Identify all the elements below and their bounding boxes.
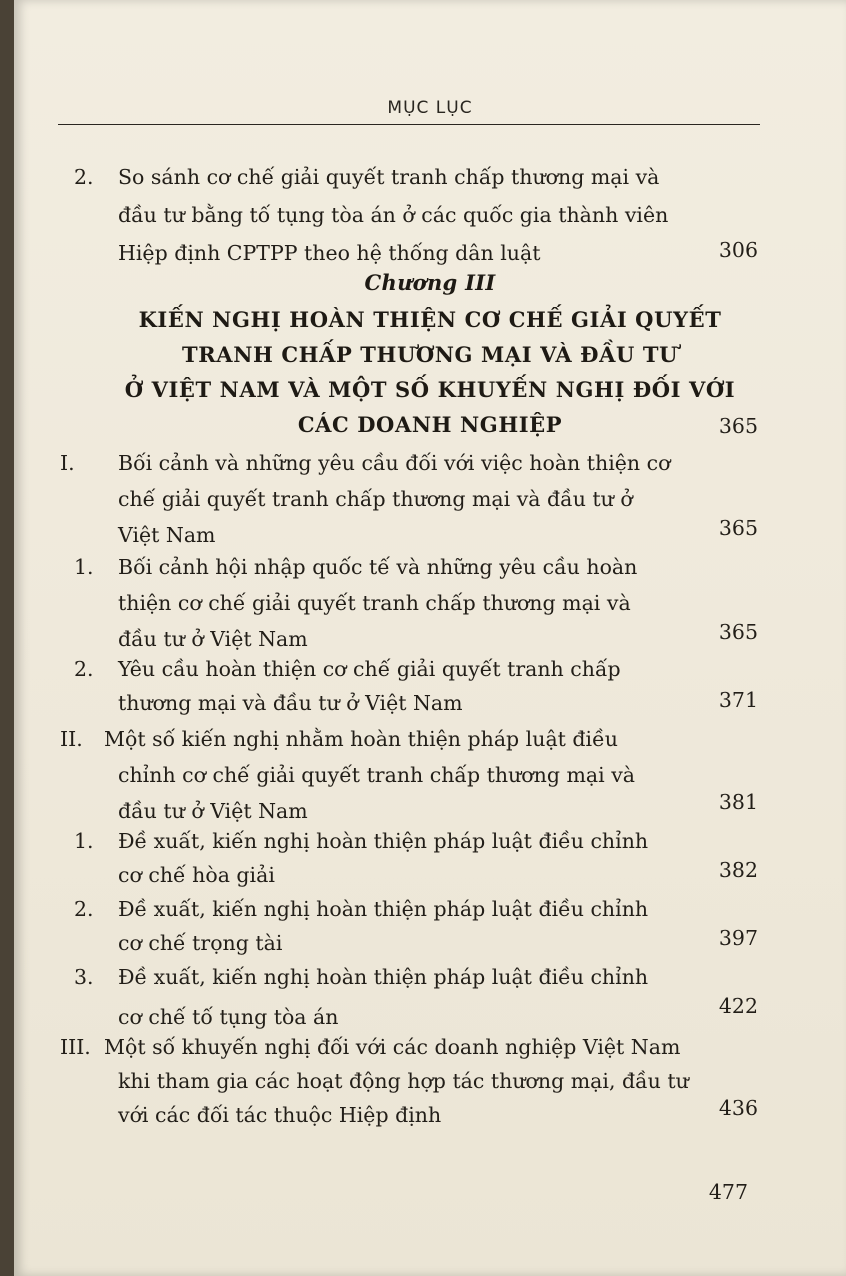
entry-line: Đề xuất, kiến nghị hoàn thiện pháp luật điều chỉnh [118,829,649,853]
chapter-title-line: CÁC DOANH NGHIỆP [297,412,563,437]
entry-line: So sánh cơ chế giải quyết tranh chấp thương mại và [118,165,660,189]
entry-line: Đề xuất, kiến nghị hoàn thiện pháp luật điều chỉnh [118,965,649,989]
entry-line: cơ chế tố tụng tòa án [118,1005,339,1029]
page-number: 365 [718,516,758,540]
folio-page-number: 477 [708,1180,748,1204]
entry-number: 2. [74,165,94,189]
entry-line: Việt Nam [118,523,216,547]
header-rule [58,124,760,125]
entry-line: đầu tư ở Việt Nam [118,799,308,823]
page-number: 382 [718,858,758,882]
chapter-title-line: Ở VIỆT NAM VÀ MỘT SỐ KHUYẾN NGHỊ ĐỐI VỚI [124,377,736,402]
page-number: 381 [718,790,758,814]
entry-line: cơ chế hòa giải [118,863,275,887]
entry-line: Bối cảnh hội nhập quốc tế và những yêu cầu hoàn [118,555,638,579]
chapter-label: Chương III [364,270,496,295]
page-number: 371 [718,688,758,712]
entry-number: 1. [74,829,94,853]
entry-number: 2. [74,657,94,681]
entry-line: đầu tư bằng tố tụng tòa án ở các quốc gia thành viên [118,203,669,227]
running-head: MỤC LỤC [387,98,473,118]
entry-number: 3. [74,965,94,989]
page-number: 422 [718,994,758,1018]
toc-page [14,0,846,1276]
entry-line: cơ chế trọng tài [118,931,283,955]
entry-number: II. [60,727,83,751]
entry-line: thiện cơ chế giải quyết tranh chấp thương mại và [118,591,631,615]
entry-line: đầu tư ở Việt Nam [118,627,308,651]
entry-number: III. [60,1035,91,1059]
entry-line: với các đối tác thuộc Hiệp định [118,1103,442,1127]
entry-line: khi tham gia các hoạt động hợp tác thương mại, đầu tư [118,1069,689,1093]
page-number: 365 [718,620,758,644]
page-number: 397 [718,926,758,950]
entry-line: Một số khuyến nghị đối với các doanh nghiệp Việt Nam [104,1035,681,1059]
page-number: 306 [718,238,758,262]
chapter-title-line: TRANH CHẤP THƯƠNG MẠI VÀ ĐẦU TƯ [182,342,678,367]
entry-line: chế giải quyết tranh chấp thương mại và đầu tư ở [118,487,633,511]
entry-number: 1. [74,555,94,579]
entry-line: Một số kiến nghị nhằm hoàn thiện pháp luật điều [104,727,618,751]
page-number: 365 [718,414,758,438]
entry-number: I. [60,451,75,475]
entry-line: Yêu cầu hoàn thiện cơ chế giải quyết tranh chấp [118,657,621,681]
entry-line: Bối cảnh và những yêu cầu đối với việc hoàn thiện cơ [118,451,671,475]
entry-line: thương mại và đầu tư ở Việt Nam [118,691,463,715]
entry-number: 2. [74,897,94,921]
entry-line: Hiệp định CPTPP theo hệ thống dân luật [118,241,541,265]
chapter-title-line: KIẾN NGHỊ HOÀN THIỆN CƠ CHẾ GIẢI QUYẾT [138,307,722,332]
entry-line: chỉnh cơ chế giải quyết tranh chấp thương mại và [118,763,635,787]
entry-line: Đề xuất, kiến nghị hoàn thiện pháp luật điều chỉnh [118,897,649,921]
page-number: 436 [718,1096,758,1120]
